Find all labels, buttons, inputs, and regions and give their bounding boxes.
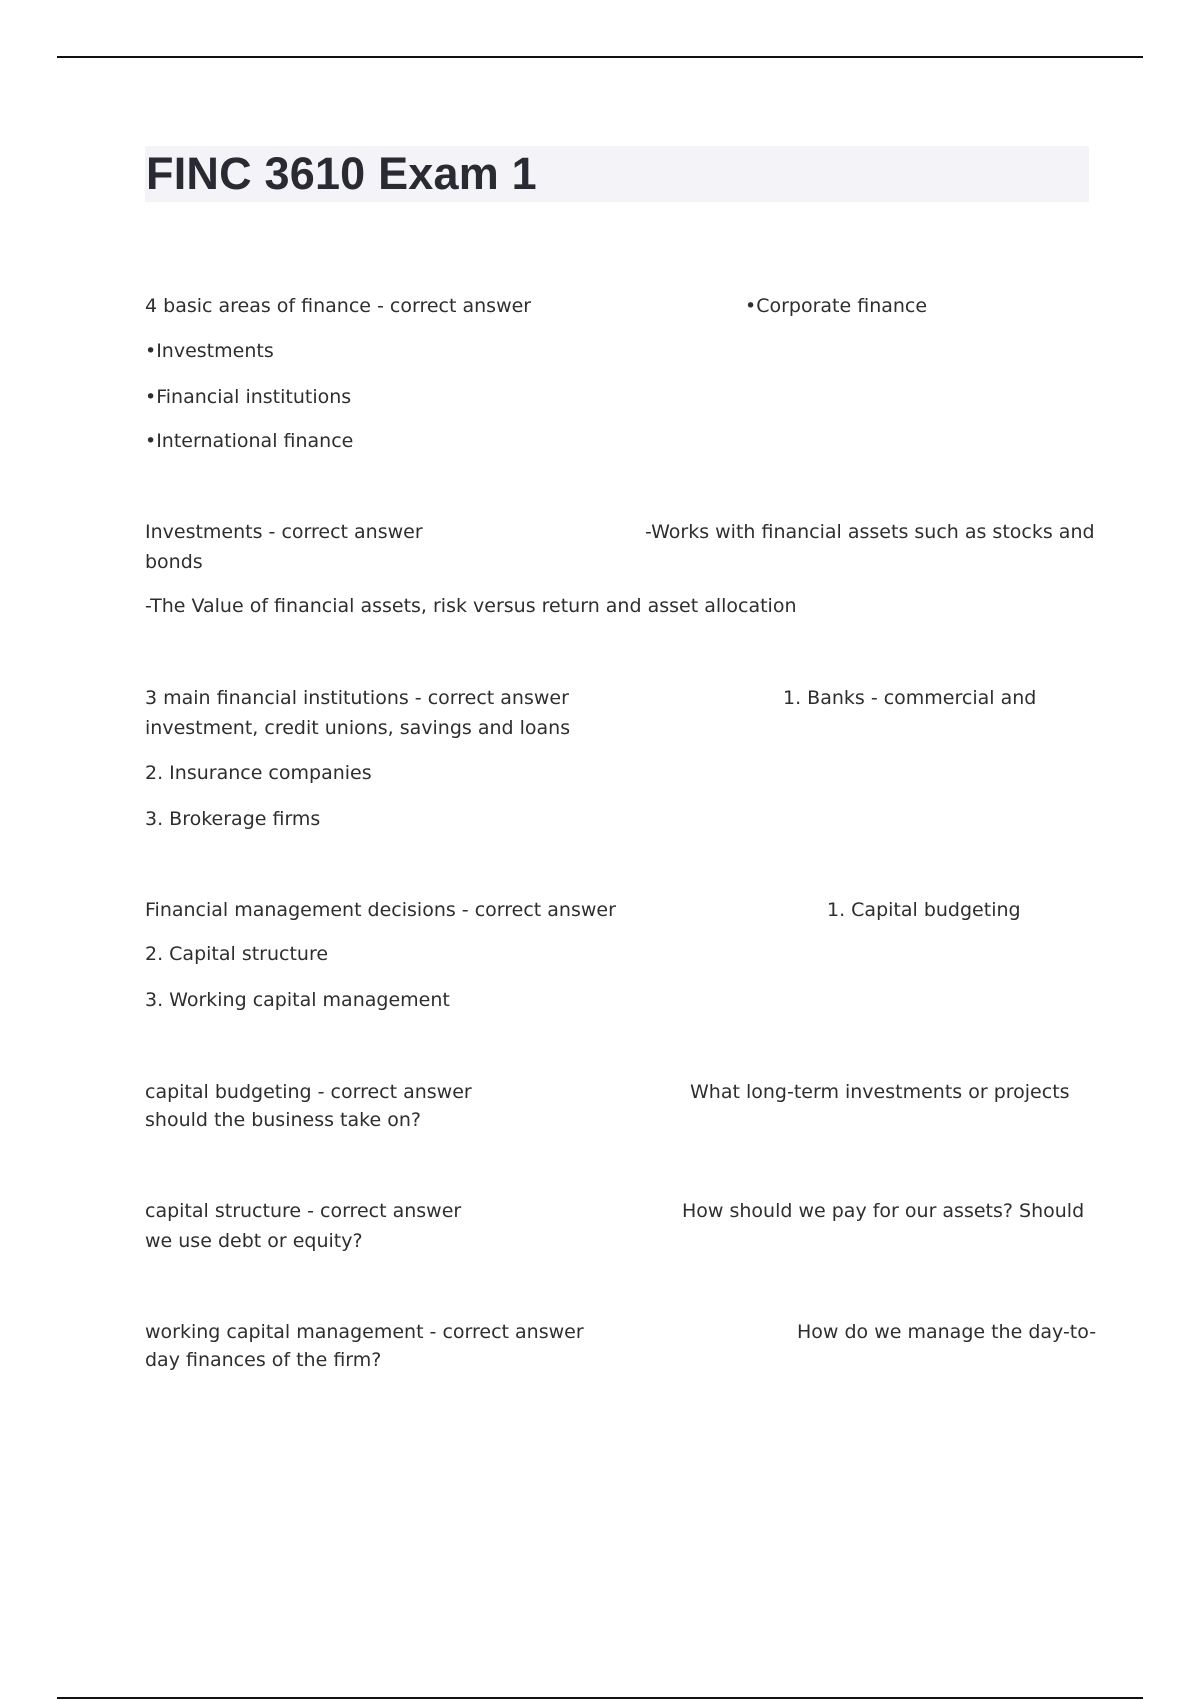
- card-6-continuation: we use debt or equity?: [145, 1230, 363, 1252]
- footer-rule: [57, 1697, 1143, 1699]
- card-1-term: 4 basic areas of finance - correct answer: [145, 295, 532, 317]
- card-5-answer: What long-term investments or projects: [690, 1081, 1070, 1103]
- card-6-term: capital structure - correct answer: [145, 1200, 462, 1222]
- card-4-answer: 1. Capital budgeting: [827, 899, 1021, 921]
- card-7-answer: How do we manage the day-to-: [797, 1321, 1097, 1343]
- card-7-continuation: day finances of the firm?: [145, 1349, 382, 1371]
- card-7-term: working capital management - correct answer: [145, 1321, 584, 1343]
- card-3-continuation: investment, credit unions, savings and loans: [145, 717, 571, 739]
- card-5-term: capital budgeting - correct answer: [145, 1081, 472, 1103]
- card-5-continuation: should the business take on?: [145, 1109, 421, 1131]
- card-3-item-2: 3. Brokerage firms: [145, 808, 321, 830]
- card-2-continuation: bonds: [145, 551, 203, 573]
- card-1-item-2: •Financial institutions: [145, 386, 352, 408]
- card-3-answer: 1. Banks - commercial and: [783, 687, 1037, 709]
- card-2-item-1: -The Value of financial assets, risk versus return and asset allocation: [145, 595, 797, 617]
- card-3-term: 3 main financial institutions - correct answer: [145, 687, 569, 709]
- page-title: FINC 3610 Exam 1: [146, 148, 537, 199]
- card-4-item-2: 3. Working capital management: [145, 989, 450, 1011]
- card-2-term: Investments - correct answer: [145, 521, 423, 543]
- card-4-item-1: 2. Capital structure: [145, 943, 329, 965]
- card-2-answer: -Works with financial assets such as stocks and: [645, 521, 1095, 543]
- card-4-term: Financial management decisions - correct answer: [145, 899, 616, 921]
- card-1-answer: •Corporate finance: [745, 295, 928, 317]
- card-1-item-1: •Investments: [145, 340, 274, 362]
- card-6-answer: How should we pay for our assets? Should: [682, 1200, 1085, 1222]
- header-rule: [57, 56, 1143, 58]
- card-3-item-1: 2. Insurance companies: [145, 762, 372, 784]
- card-1-item-3: •International finance: [145, 430, 354, 452]
